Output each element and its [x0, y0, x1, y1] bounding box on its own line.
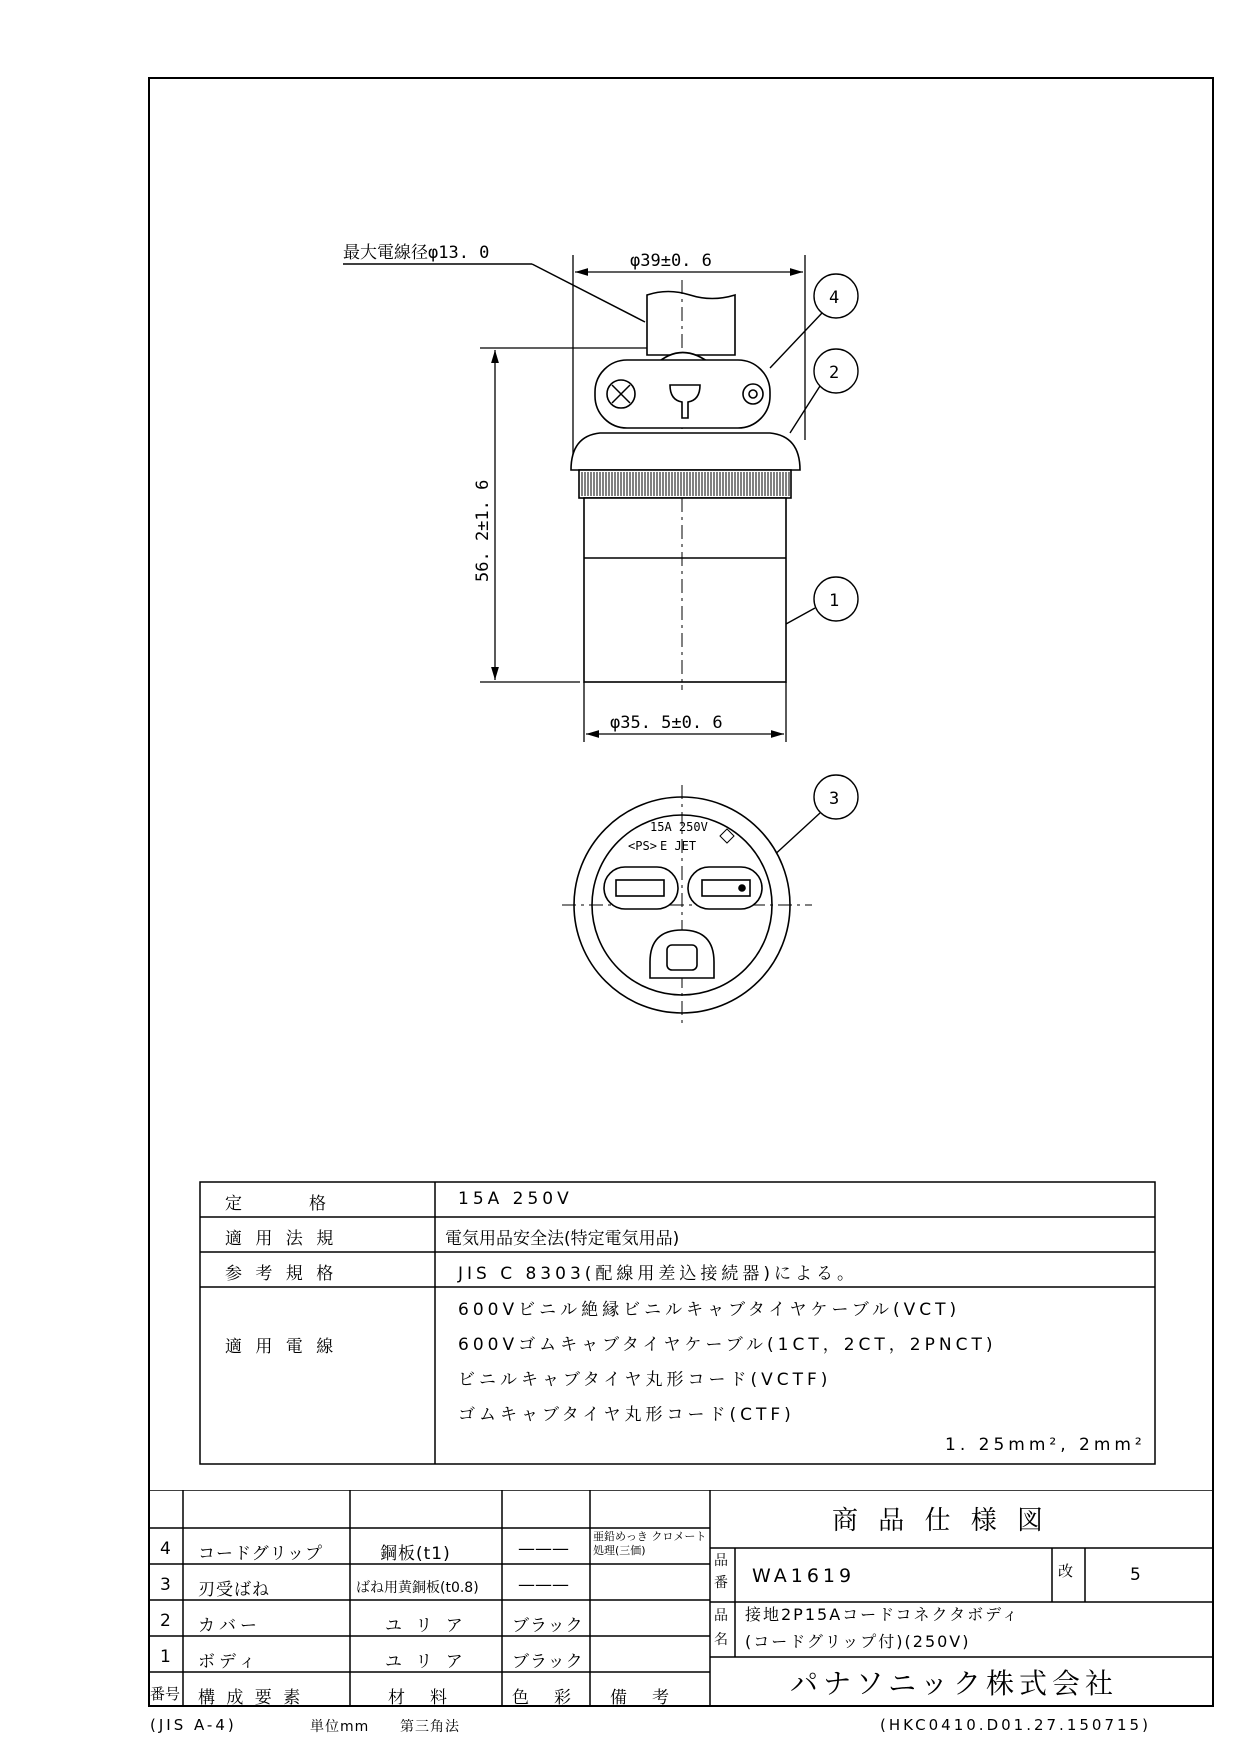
- kai-label: 改: [1058, 1562, 1074, 1580]
- parts-header-no: 番号: [150, 1685, 181, 1703]
- part-name-1: ボディ: [198, 1652, 260, 1672]
- footer-unit: 単位mm: [310, 1719, 370, 1735]
- spec-wire-line-1: 600Vビニル絶縁ビニルキャブタイヤケーブル(VCT): [458, 1300, 961, 1320]
- part-color-4: ———: [518, 1539, 569, 1559]
- part-name-4: コードグリップ: [198, 1544, 323, 1564]
- spec-value-standard: JIS C 8303(配線用差込接続器)による。: [458, 1264, 859, 1284]
- hinmei-label: 品名: [714, 1608, 728, 1648]
- hinmei-line-2: (コードグリップ付)(250V): [745, 1632, 971, 1651]
- footer-standard: (JIS A-4): [150, 1716, 237, 1734]
- dim-bottom-label: φ35. 5±0. 6: [610, 713, 723, 733]
- part-note-4: 亜鉛めっき クロメート処理(三価): [593, 1530, 707, 1557]
- callout-4: 4: [829, 288, 840, 308]
- part-color-3: ———: [518, 1575, 569, 1595]
- footer-code: (HKC0410.D01.27.150715): [880, 1716, 1151, 1734]
- spec-wire-line-4: ゴムキャブタイヤ丸形コード(CTF): [458, 1405, 795, 1425]
- parts-header-material: 材 料: [388, 1688, 451, 1708]
- dim-top-label: φ39±0. 6: [630, 251, 712, 271]
- spec-value-rating: 15A 250V: [458, 1189, 573, 1209]
- part-material-2: ユ リ ア: [385, 1616, 467, 1636]
- spec-label-law: 適 用 法 規: [225, 1229, 338, 1249]
- face-marking-line1: 15A 250V: [650, 820, 708, 834]
- part-color-1: ブラック: [512, 1652, 584, 1672]
- parts-header-note: 備 考: [610, 1688, 673, 1708]
- part-material-3: ばね用黄銅板(t0.8): [356, 1580, 479, 1596]
- part-no-4: 4: [160, 1539, 175, 1559]
- kai-value: 5: [1130, 1565, 1145, 1585]
- callout-1: 1: [829, 591, 840, 611]
- part-no-3: 3: [160, 1575, 175, 1595]
- callout-2: 2: [829, 363, 840, 383]
- company-name: パナソニック株式会社: [790, 1667, 1119, 1700]
- spec-value-law: 電気用品安全法(特定電気用品): [445, 1229, 680, 1249]
- part-name-2: カバー: [198, 1616, 261, 1636]
- part-name-3: 刃受ばね: [198, 1580, 270, 1600]
- spec-wire-size: 1. 25mm², 2mm²: [945, 1435, 1146, 1455]
- parts-header-color: 色 彩: [512, 1688, 575, 1708]
- part-color-2: ブラック: [512, 1616, 584, 1636]
- max-wire-label: 最大電線径φ13. 0: [343, 243, 490, 263]
- spec-wire-line-3: ビニルキャブタイヤ丸形コード(VCTF): [458, 1370, 832, 1390]
- spec-label-standard: 参 考 規 格: [225, 1264, 338, 1284]
- spec-label-rating: 定 格: [225, 1194, 330, 1214]
- callout-3: 3: [829, 789, 840, 809]
- face-marking-ps: <PS>: [628, 839, 657, 853]
- part-no-2: 2: [160, 1611, 175, 1631]
- part-no-1: 1: [160, 1647, 175, 1667]
- hinmei-line-1: 接地2P15Aコードコネクタボディ: [745, 1605, 1020, 1624]
- part-material-4: 鋼板(t1): [380, 1544, 451, 1564]
- spec-label-wire: 適 用 電 線: [225, 1337, 338, 1357]
- footer-projection: 第三角法: [400, 1719, 460, 1735]
- parts-header-component: 構 成 要 素: [198, 1688, 304, 1708]
- spec-wire-line-2: 600Vゴムキャブタイヤケーブル(1CT，2CT，2PNCT): [458, 1335, 997, 1355]
- titleblock-title: 商 品 仕 様 図: [832, 1506, 1050, 1536]
- part-material-1: ユ リ ア: [385, 1652, 467, 1672]
- face-marking-line2: E JET: [660, 839, 697, 853]
- hinban-value: WA1619: [752, 1565, 856, 1587]
- dim-height-label: 56. 2±1. 6: [473, 479, 493, 582]
- hinban-label: 品番: [714, 1553, 728, 1591]
